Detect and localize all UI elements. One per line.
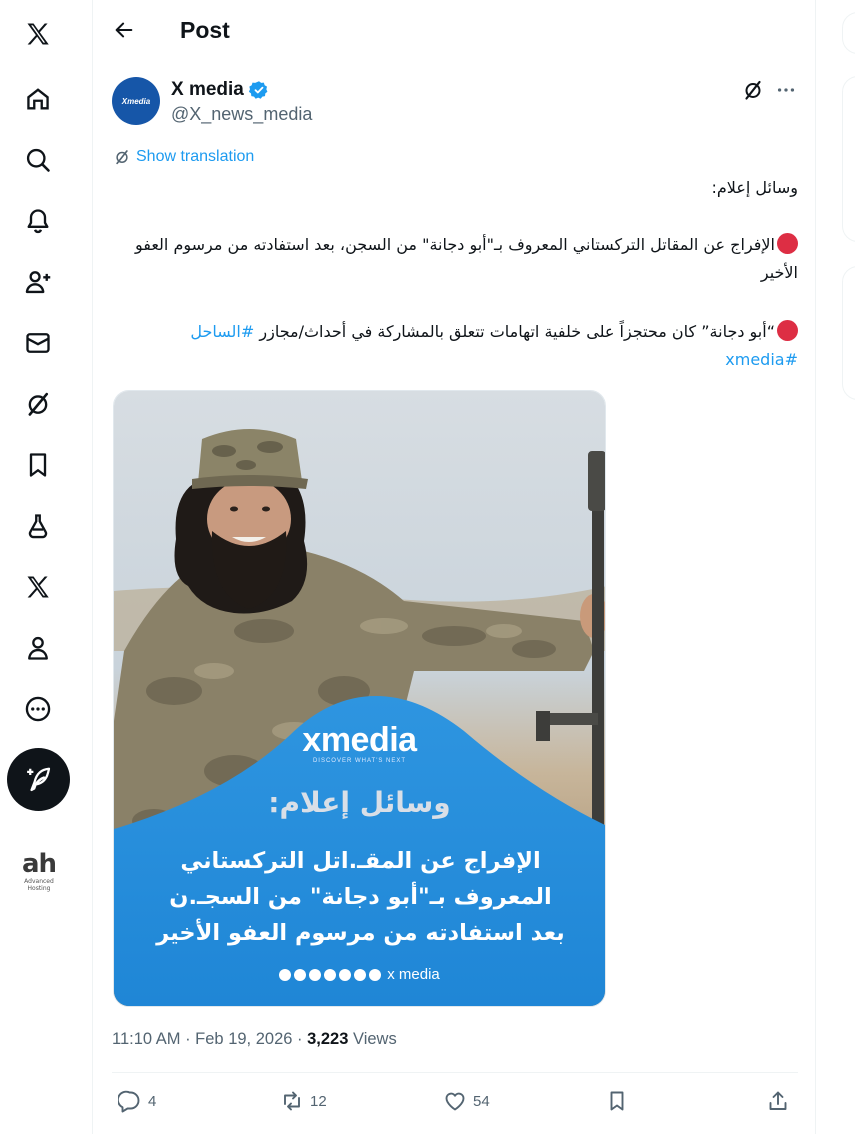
avatar-text: Xmedia bbox=[121, 96, 151, 106]
reply-button[interactable] bbox=[118, 1088, 156, 1114]
author-handle[interactable]: @X_news_media bbox=[171, 104, 313, 124]
page-title: Post bbox=[180, 17, 230, 43]
left-nav bbox=[0, 0, 78, 1134]
partner-logo-line1: Advanced bbox=[24, 878, 54, 885]
advanced-hosting-logo[interactable] bbox=[16, 850, 62, 892]
right-sidebar-search-edge[interactable] bbox=[842, 12, 855, 54]
verified-badge-icon bbox=[249, 80, 269, 100]
premium-flask-icon[interactable] bbox=[14, 502, 62, 550]
media-body-line-1: الإفراج عن المقـ.اتل التركستاني bbox=[180, 848, 541, 874]
media-body-line-2: المعروف بـ"أبو دجانة" من السجـ.ن bbox=[169, 884, 552, 910]
back-arrow-button[interactable] bbox=[110, 16, 138, 44]
partner-logo-letters: ah bbox=[21, 849, 57, 879]
tweet-hashtag-line bbox=[112, 346, 798, 374]
repost-count: 12 bbox=[310, 1092, 327, 1110]
post-date[interactable]: Feb 19, 2026 bbox=[195, 1030, 293, 1048]
author-name: X media bbox=[171, 79, 244, 100]
media-body-line-3: بعد استفادته من مرسوم العفو الأخير bbox=[156, 920, 565, 946]
reply-count: 4 bbox=[148, 1092, 157, 1110]
paragraph-1-text: الإفراج عن المقاتل التركستاني المعروف بـ"أبو دجانة" من السجن، بعد استفادته من مرسوم العفو الأخير bbox=[134, 235, 798, 282]
post-header bbox=[92, 0, 816, 60]
heart-icon bbox=[443, 1089, 467, 1113]
media-logo-text: xmedia bbox=[302, 721, 417, 759]
x-logo-icon[interactable] bbox=[14, 10, 62, 58]
compose-post-button[interactable] bbox=[7, 748, 70, 811]
media-footer-brand: x media bbox=[387, 966, 440, 983]
post-meta: 11:10 AM · Feb 19, 2026 · 3,223 Views bbox=[112, 1030, 397, 1048]
red-circle-emoji bbox=[777, 320, 798, 341]
bookmarks-icon[interactable] bbox=[14, 441, 62, 489]
social-media-icons bbox=[279, 969, 381, 981]
xmedia-hashtag-link[interactable]: #xmedia bbox=[725, 350, 798, 369]
partner-logo-line2: Hosting bbox=[27, 885, 51, 892]
reply-bubble-icon bbox=[118, 1089, 142, 1113]
grok-icon bbox=[741, 78, 765, 102]
profile-icon[interactable] bbox=[14, 624, 62, 672]
author-avatar[interactable] bbox=[112, 77, 160, 125]
views-label: Views bbox=[352, 1030, 397, 1048]
share-upload-icon bbox=[766, 1089, 790, 1113]
feather-plus-icon bbox=[24, 765, 54, 795]
notifications-bell-icon[interactable] bbox=[14, 197, 62, 245]
repost-button[interactable] bbox=[280, 1088, 327, 1114]
right-sidebar-card-edge bbox=[842, 76, 855, 242]
media-brand-logo bbox=[114, 721, 605, 764]
more-options-button[interactable] bbox=[774, 78, 798, 102]
paragraph-2-text: “أبو دجانة” كان محتجزاً على خلفية اتهامات تتعلق بالمشاركة في أحداث/مجازر bbox=[254, 322, 775, 341]
repost-arrows-icon bbox=[280, 1089, 304, 1113]
x-premium-logo-icon[interactable] bbox=[14, 563, 62, 611]
media-heading: وسائل إعلام: bbox=[268, 786, 451, 819]
post-media-image[interactable] bbox=[113, 390, 606, 1007]
like-count: 54 bbox=[473, 1092, 490, 1110]
show-translation-label: Show translation bbox=[136, 148, 255, 165]
media-body-text bbox=[128, 843, 593, 951]
grok-explain-button[interactable] bbox=[741, 78, 765, 102]
tweet-paragraph-2 bbox=[112, 318, 798, 346]
home-icon[interactable] bbox=[14, 75, 62, 123]
bookmark-icon bbox=[605, 1089, 629, 1113]
share-button[interactable] bbox=[766, 1088, 790, 1114]
divider bbox=[112, 1072, 798, 1073]
search-icon[interactable] bbox=[14, 136, 62, 184]
author-name-link[interactable] bbox=[171, 79, 269, 101]
tweet-paragraph-1 bbox=[112, 231, 798, 287]
red-circle-emoji bbox=[777, 233, 798, 254]
back-arrow-icon bbox=[113, 19, 135, 41]
hashtag-link[interactable]: #الساحل bbox=[190, 322, 255, 341]
grok-icon[interactable] bbox=[14, 380, 62, 428]
right-sidebar-card-edge-2 bbox=[842, 266, 855, 400]
more-options-circle-icon[interactable] bbox=[14, 685, 62, 733]
media-logo-tagline: DISCOVER WHAT'S NEXT bbox=[312, 758, 407, 764]
follow-user-plus-icon[interactable] bbox=[14, 258, 62, 306]
views-count: 3,223 bbox=[307, 1030, 349, 1048]
ellipsis-icon bbox=[775, 79, 797, 101]
media-footer bbox=[114, 966, 605, 983]
like-button[interactable] bbox=[443, 1088, 490, 1114]
grok-translate-icon bbox=[113, 148, 131, 166]
tweet-text-intro: وسائل إعلام: bbox=[711, 178, 798, 197]
messages-envelope-icon[interactable] bbox=[14, 319, 62, 367]
bookmark-button[interactable] bbox=[605, 1088, 629, 1114]
post-time[interactable]: 11:10 AM bbox=[112, 1030, 181, 1048]
show-translation-link[interactable] bbox=[113, 146, 254, 168]
